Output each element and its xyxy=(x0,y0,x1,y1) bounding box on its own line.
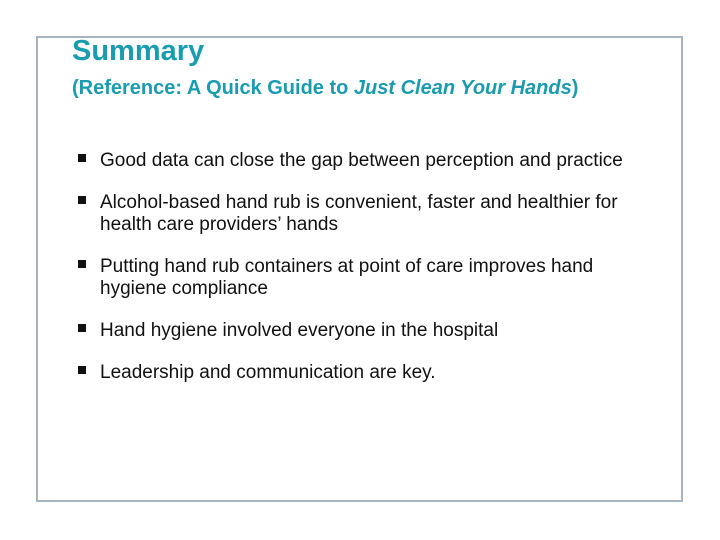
bullet-item xyxy=(78,150,638,172)
bullet-text: Good data can close the gap between perception and practice xyxy=(100,150,623,171)
square-bullet-icon xyxy=(78,154,86,162)
square-bullet-icon xyxy=(78,260,86,268)
square-bullet-icon xyxy=(78,324,86,332)
subtitle-prefix: (Reference: A Quick Guide to xyxy=(72,77,354,99)
bullet-item xyxy=(78,192,638,236)
bullet-text: Leadership and communication are key. xyxy=(100,362,436,383)
bullet-list xyxy=(78,150,638,404)
square-bullet-icon xyxy=(78,196,86,204)
slide-title: Summary xyxy=(72,35,205,67)
subtitle-italic: Just Clean Your Hands xyxy=(353,77,572,99)
bullet-item xyxy=(78,362,638,384)
subtitle-suffix: ) xyxy=(571,77,579,99)
bullet-item xyxy=(78,256,638,300)
bullet-text: Putting hand rub containers at point of care improves hand hygiene compliance xyxy=(100,256,594,299)
bullet-text: Hand hygiene involved everyone in the hospital xyxy=(100,320,499,341)
bullet-text: Alcohol-based hand rub is convenient, faster and healthier for health care providers’ hands xyxy=(100,192,618,235)
slide-subtitle xyxy=(72,74,632,102)
bullet-item xyxy=(78,320,638,342)
square-bullet-icon xyxy=(78,366,86,374)
